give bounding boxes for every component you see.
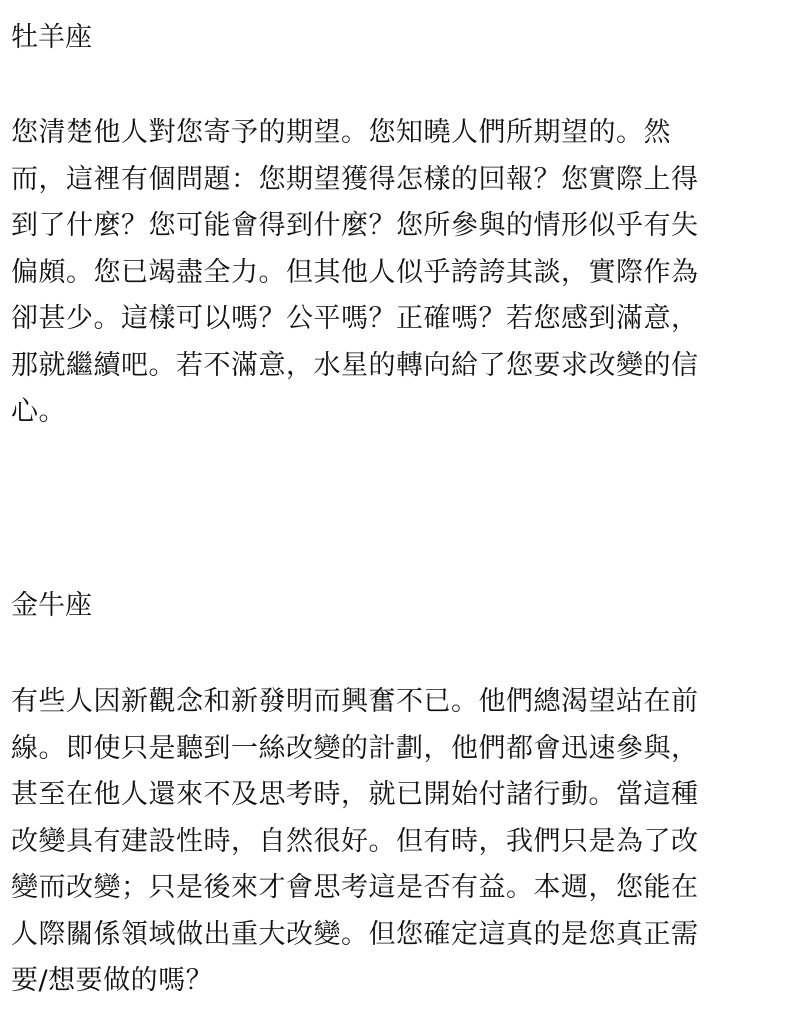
paragraph-line: 線。即使只是聽到一絲改變的計劃，他們都會迅速參與， [11, 732, 699, 764]
paragraph-line: 人際關係領域做出重大改變。但您確定這真的是您真正需 [11, 918, 699, 950]
paragraph-line: 卻甚少。這樣可以嗎？公平嗎？正確嗎？若您感到滿意， [11, 303, 699, 334]
section-title-aries: 牡羊座 [11, 22, 92, 53]
paragraph-line: 變而改變；只是後來才會思考這是否有益。本週，您能在 [11, 872, 699, 903]
paragraph-line: 要/想要做的嗎？ [11, 965, 214, 996]
section-title-taurus: 金牛座 [11, 590, 92, 621]
paragraph-line: 心。 [11, 396, 66, 427]
paragraph-line: 甚至在他人還來不及思考時，就已開始付諸行動。當這種 [11, 779, 699, 810]
section-body-taurus [11, 679, 781, 1005]
section-body-aries [11, 110, 781, 436]
paragraph-line: 有些人因新觀念和新發明而興奮不已。他們總渴望站在前 [11, 686, 699, 717]
paragraph-line: 偏頗。您已竭盡全力。但其他人似乎誇誇其談，實際作為 [11, 256, 699, 288]
paragraph-line: 您清楚他人對您寄予的期望。您知曉人們所期望的。然 [11, 117, 671, 148]
paragraph-line: 到了什麼？您可能會得到什麼？您所參與的情形似乎有失 [11, 210, 699, 241]
paragraph-line: 改變具有建設性時，自然很好。但有時，我們只是為了改 [11, 825, 699, 857]
paragraph-line: 而，這裡有個問題：您期望獲得怎樣的回報？您實際上得 [11, 163, 699, 195]
paragraph-line: 那就繼續吧。若不滿意，水星的轉向給了您要求改變的信 [11, 349, 699, 381]
